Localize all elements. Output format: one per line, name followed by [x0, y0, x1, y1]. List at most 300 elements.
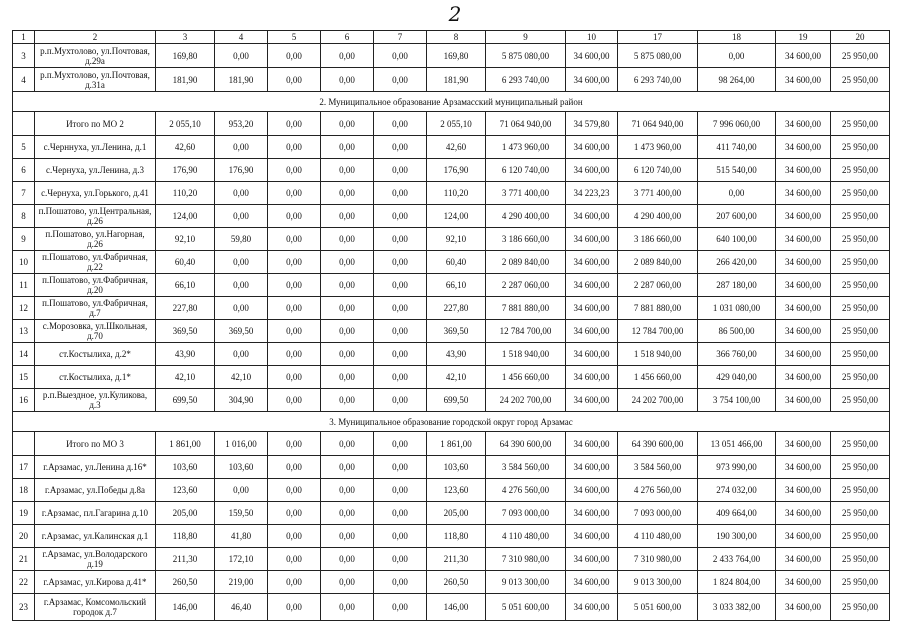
value-cell: 1 031 080,00 — [698, 297, 776, 320]
value-cell: 640 100,00 — [698, 228, 776, 251]
apartment-buildings-table — [12, 30, 890, 621]
value-cell: 124,00 — [156, 205, 215, 228]
value-cell: 60,40 — [156, 251, 215, 274]
value-cell: 266 420,00 — [698, 251, 776, 274]
value-cell: 25 950,00 — [831, 68, 890, 92]
value-cell: 103,60 — [215, 456, 268, 479]
value-cell: 34 600,00 — [776, 343, 831, 366]
value-cell: 66,10 — [156, 274, 215, 297]
value-cell: 181,90 — [156, 68, 215, 92]
value-cell: 43,90 — [156, 343, 215, 366]
address-cell: г.Арзамас, ул.Победы д.8а — [35, 479, 156, 502]
value-cell: 2 287 060,00 — [618, 274, 698, 297]
value-cell: 7 881 880,00 — [486, 297, 566, 320]
value-cell: 0,00 — [268, 112, 321, 136]
table-row — [13, 479, 890, 502]
value-cell: 1 824 804,00 — [698, 571, 776, 594]
value-cell: 9 013 300,00 — [486, 571, 566, 594]
value-cell: 0,00 — [374, 274, 427, 297]
value-cell: 4 290 400,00 — [618, 205, 698, 228]
value-cell: 0,00 — [374, 479, 427, 502]
value-cell: 409 664,00 — [698, 502, 776, 525]
row-number-cell: 6 — [13, 159, 35, 182]
column-number: 1 — [13, 31, 35, 44]
address-cell: с.Чернуха, ул.Горького, д.41 — [35, 182, 156, 205]
value-cell: 34 600,00 — [776, 571, 831, 594]
value-cell: 7 996 060,00 — [698, 112, 776, 136]
column-number: 4 — [215, 31, 268, 44]
row-number-cell: 4 — [13, 68, 35, 92]
value-cell: 366 760,00 — [698, 343, 776, 366]
address-cell: г.Арзамас, ул.Володарского д.19 — [35, 548, 156, 571]
value-cell: 0,00 — [374, 366, 427, 389]
value-cell: 287 180,00 — [698, 274, 776, 297]
value-cell: 34 600,00 — [776, 432, 831, 456]
address-cell: г.Арзамас, пл.Гагарина д.10 — [35, 502, 156, 525]
value-cell: 12 784 700,00 — [486, 320, 566, 343]
value-cell: 25 950,00 — [831, 251, 890, 274]
value-cell: 0,00 — [321, 366, 374, 389]
value-cell: 207 600,00 — [698, 205, 776, 228]
value-cell: 25 950,00 — [831, 320, 890, 343]
value-cell: 34 600,00 — [776, 205, 831, 228]
value-cell: 699,50 — [427, 389, 486, 412]
address-cell: п.Пошатово, ул.Фабричная, д.20 — [35, 274, 156, 297]
address-cell: п.Пошатово, ул.Центральная, д.26 — [35, 205, 156, 228]
value-cell: 973 990,00 — [698, 456, 776, 479]
address-cell: Итого по МО 3 — [35, 432, 156, 456]
address-cell: с.Черннуха, ул.Ленина, д.1 — [35, 136, 156, 159]
value-cell: 0,00 — [374, 343, 427, 366]
row-number-cell: 11 — [13, 274, 35, 297]
row-number-cell: 8 — [13, 205, 35, 228]
value-cell: 0,00 — [374, 68, 427, 92]
value-cell: 1 456 660,00 — [486, 366, 566, 389]
row-number-cell: 10 — [13, 251, 35, 274]
row-number-cell — [13, 432, 35, 456]
value-cell: 5 875 080,00 — [486, 44, 566, 68]
page-number: 2 — [448, 2, 462, 26]
table-row — [13, 182, 890, 205]
value-cell: 103,60 — [156, 456, 215, 479]
value-cell: 103,60 — [427, 456, 486, 479]
value-cell: 34 600,00 — [776, 44, 831, 68]
value-cell: 34 600,00 — [776, 136, 831, 159]
value-cell: 4 290 400,00 — [486, 205, 566, 228]
row-number-cell: 14 — [13, 343, 35, 366]
value-cell: 0,00 — [321, 571, 374, 594]
table-row — [13, 320, 890, 343]
column-number-row — [13, 31, 890, 44]
row-number-cell: 19 — [13, 502, 35, 525]
table-row — [13, 456, 890, 479]
value-cell: 34 600,00 — [566, 205, 618, 228]
value-cell: 1 473 960,00 — [618, 136, 698, 159]
value-cell: 0,00 — [374, 525, 427, 548]
value-cell: 205,00 — [427, 502, 486, 525]
value-cell: 0,00 — [374, 548, 427, 571]
value-cell: 34 600,00 — [566, 432, 618, 456]
address-cell: с.Морозовка, ул.Школьная, д.70 — [35, 320, 156, 343]
value-cell: 34 600,00 — [776, 112, 831, 136]
value-cell: 0,00 — [374, 389, 427, 412]
value-cell: 24 202 700,00 — [486, 389, 566, 412]
value-cell: 42,60 — [156, 136, 215, 159]
value-cell: 25 950,00 — [831, 548, 890, 571]
value-cell: 227,80 — [156, 297, 215, 320]
row-number-cell: 21 — [13, 548, 35, 571]
row-number-cell: 7 — [13, 182, 35, 205]
value-cell: 2 089 840,00 — [486, 251, 566, 274]
column-number: 18 — [698, 31, 776, 44]
value-cell: 34 600,00 — [776, 594, 831, 621]
section-title: 2. Муниципальное образование Арзамасский муниципальный район — [13, 92, 890, 112]
column-number: 17 — [618, 31, 698, 44]
column-number: 20 — [831, 31, 890, 44]
value-cell: 0,00 — [321, 297, 374, 320]
row-number-cell: 12 — [13, 297, 35, 320]
value-cell: 411 740,00 — [698, 136, 776, 159]
value-cell: 34 600,00 — [776, 68, 831, 92]
value-cell: 0,00 — [268, 251, 321, 274]
subtotal-row — [13, 432, 890, 456]
value-cell: 64 390 600,00 — [618, 432, 698, 456]
value-cell: 2 055,10 — [156, 112, 215, 136]
value-cell: 699,50 — [156, 389, 215, 412]
value-cell: 34 600,00 — [776, 274, 831, 297]
value-cell: 0,00 — [268, 159, 321, 182]
value-cell: 0,00 — [268, 68, 321, 92]
value-cell: 25 950,00 — [831, 432, 890, 456]
table-row — [13, 571, 890, 594]
value-cell: 4 110 480,00 — [486, 525, 566, 548]
value-cell: 0,00 — [268, 502, 321, 525]
value-cell: 0,00 — [698, 182, 776, 205]
value-cell: 0,00 — [321, 548, 374, 571]
value-cell: 7 093 000,00 — [618, 502, 698, 525]
value-cell: 0,00 — [268, 228, 321, 251]
value-cell: 0,00 — [698, 44, 776, 68]
value-cell: 0,00 — [321, 159, 374, 182]
value-cell: 25 950,00 — [831, 479, 890, 502]
value-cell: 6 293 740,00 — [486, 68, 566, 92]
value-cell: 146,00 — [156, 594, 215, 621]
value-cell: 34 600,00 — [566, 68, 618, 92]
row-number-cell: 13 — [13, 320, 35, 343]
value-cell: 92,10 — [156, 228, 215, 251]
value-cell: 0,00 — [215, 136, 268, 159]
value-cell: 429 040,00 — [698, 366, 776, 389]
value-cell: 3 186 660,00 — [486, 228, 566, 251]
value-cell: 0,00 — [321, 274, 374, 297]
column-number: 9 — [486, 31, 566, 44]
value-cell: 4 110 480,00 — [618, 525, 698, 548]
value-cell: 515 540,00 — [698, 159, 776, 182]
value-cell: 25 950,00 — [831, 366, 890, 389]
address-cell: ст.Костылиха, д.1* — [35, 366, 156, 389]
value-cell: 34 600,00 — [776, 479, 831, 502]
value-cell: 59,80 — [215, 228, 268, 251]
value-cell: 5 875 080,00 — [618, 44, 698, 68]
value-cell: 25 950,00 — [831, 136, 890, 159]
value-cell: 0,00 — [321, 182, 374, 205]
value-cell: 42,10 — [156, 366, 215, 389]
value-cell: 159,50 — [215, 502, 268, 525]
value-cell: 25 950,00 — [831, 205, 890, 228]
value-cell: 0,00 — [321, 594, 374, 621]
value-cell: 176,90 — [427, 159, 486, 182]
value-cell: 3 033 382,00 — [698, 594, 776, 621]
value-cell: 6 120 740,00 — [486, 159, 566, 182]
value-cell: 34 600,00 — [566, 320, 618, 343]
value-cell: 118,80 — [427, 525, 486, 548]
value-cell: 7 310 980,00 — [618, 548, 698, 571]
value-cell: 42,10 — [215, 366, 268, 389]
value-cell: 0,00 — [268, 320, 321, 343]
value-cell: 0,00 — [321, 251, 374, 274]
value-cell: 7 093 000,00 — [486, 502, 566, 525]
address-cell: Итого по МО 2 — [35, 112, 156, 136]
value-cell: 86 500,00 — [698, 320, 776, 343]
value-cell: 0,00 — [374, 228, 427, 251]
value-cell: 34 600,00 — [776, 159, 831, 182]
value-cell: 98 264,00 — [698, 68, 776, 92]
value-cell: 0,00 — [374, 594, 427, 621]
value-cell: 46,40 — [215, 594, 268, 621]
column-number: 8 — [427, 31, 486, 44]
value-cell: 304,90 — [215, 389, 268, 412]
value-cell: 25 950,00 — [831, 182, 890, 205]
value-cell: 66,10 — [427, 274, 486, 297]
value-cell: 43,90 — [427, 343, 486, 366]
address-cell: п.Пошатово, ул.Нагорная, д.26 — [35, 228, 156, 251]
value-cell: 0,00 — [374, 456, 427, 479]
value-cell: 34 600,00 — [776, 456, 831, 479]
address-cell: п.Пошатово, ул.Фабричная, д.22 — [35, 251, 156, 274]
value-cell: 4 276 560,00 — [618, 479, 698, 502]
value-cell: 260,50 — [156, 571, 215, 594]
value-cell: 0,00 — [374, 112, 427, 136]
value-cell: 2 433 764,00 — [698, 548, 776, 571]
row-number-cell — [13, 112, 35, 136]
value-cell: 0,00 — [321, 320, 374, 343]
table-row — [13, 205, 890, 228]
value-cell: 0,00 — [215, 479, 268, 502]
table-row — [13, 343, 890, 366]
value-cell: 0,00 — [215, 297, 268, 320]
value-cell: 1 473 960,00 — [486, 136, 566, 159]
value-cell: 176,90 — [156, 159, 215, 182]
value-cell: 124,00 — [427, 205, 486, 228]
column-number: 10 — [566, 31, 618, 44]
value-cell: 0,00 — [321, 205, 374, 228]
address-cell: г.Арзамас, ул.Кирова д.41* — [35, 571, 156, 594]
value-cell: 0,00 — [268, 594, 321, 621]
table-row — [13, 44, 890, 68]
value-cell: 1 016,00 — [215, 432, 268, 456]
table-row — [13, 159, 890, 182]
value-cell: 0,00 — [268, 44, 321, 68]
value-cell: 181,90 — [427, 68, 486, 92]
value-cell: 34 600,00 — [566, 297, 618, 320]
value-cell: 34 600,00 — [776, 320, 831, 343]
value-cell: 369,50 — [427, 320, 486, 343]
value-cell: 0,00 — [321, 44, 374, 68]
address-cell: п.Пошатово, ул.Фабричная, д.7 — [35, 297, 156, 320]
value-cell: 13 051 466,00 — [698, 432, 776, 456]
value-cell: 0,00 — [321, 432, 374, 456]
value-cell: 92,10 — [427, 228, 486, 251]
value-cell: 0,00 — [321, 502, 374, 525]
value-cell: 0,00 — [215, 274, 268, 297]
value-cell: 369,50 — [156, 320, 215, 343]
value-cell: 3 584 560,00 — [618, 456, 698, 479]
value-cell: 0,00 — [321, 456, 374, 479]
value-cell: 0,00 — [215, 251, 268, 274]
value-cell: 3 754 100,00 — [698, 389, 776, 412]
value-cell: 118,80 — [156, 525, 215, 548]
table-row — [13, 274, 890, 297]
value-cell: 0,00 — [268, 297, 321, 320]
value-cell: 34 600,00 — [776, 525, 831, 548]
address-cell: р.п.Выездное, ул.Куликова, д.3 — [35, 389, 156, 412]
value-cell: 34 600,00 — [566, 571, 618, 594]
value-cell: 34 600,00 — [566, 389, 618, 412]
value-cell: 953,20 — [215, 112, 268, 136]
value-cell: 0,00 — [374, 44, 427, 68]
value-cell: 25 950,00 — [831, 502, 890, 525]
value-cell: 25 950,00 — [831, 525, 890, 548]
value-cell: 60,40 — [427, 251, 486, 274]
value-cell: 25 950,00 — [831, 297, 890, 320]
value-cell: 0,00 — [268, 136, 321, 159]
table-row — [13, 594, 890, 621]
value-cell: 34 600,00 — [776, 502, 831, 525]
table-row — [13, 251, 890, 274]
row-number-cell: 23 — [13, 594, 35, 621]
value-cell: 3 771 400,00 — [486, 182, 566, 205]
value-cell: 25 950,00 — [831, 112, 890, 136]
value-cell: 0,00 — [374, 297, 427, 320]
value-cell: 0,00 — [321, 343, 374, 366]
row-number-cell: 5 — [13, 136, 35, 159]
value-cell: 34 600,00 — [566, 251, 618, 274]
value-cell: 34 600,00 — [566, 274, 618, 297]
value-cell: 110,20 — [427, 182, 486, 205]
table-row — [13, 228, 890, 251]
value-cell: 34 600,00 — [566, 594, 618, 621]
value-cell: 0,00 — [374, 432, 427, 456]
value-cell: 34 600,00 — [566, 44, 618, 68]
value-cell: 211,30 — [427, 548, 486, 571]
value-cell: 24 202 700,00 — [618, 389, 698, 412]
section-header-row — [13, 412, 890, 432]
value-cell: 176,90 — [215, 159, 268, 182]
value-cell: 42,10 — [427, 366, 486, 389]
value-cell: 260,50 — [427, 571, 486, 594]
value-cell: 71 064 940,00 — [618, 112, 698, 136]
value-cell: 0,00 — [215, 205, 268, 228]
value-cell: 190 300,00 — [698, 525, 776, 548]
value-cell: 0,00 — [268, 525, 321, 548]
value-cell: 0,00 — [374, 320, 427, 343]
value-cell: 0,00 — [321, 112, 374, 136]
row-number-cell: 20 — [13, 525, 35, 548]
value-cell: 1 518 940,00 — [618, 343, 698, 366]
value-cell: 25 950,00 — [831, 594, 890, 621]
row-number-cell: 15 — [13, 366, 35, 389]
value-cell: 146,00 — [427, 594, 486, 621]
value-cell: 2 055,10 — [427, 112, 486, 136]
value-cell: 4 276 560,00 — [486, 479, 566, 502]
value-cell: 0,00 — [374, 251, 427, 274]
value-cell: 0,00 — [374, 159, 427, 182]
value-cell: 34 600,00 — [566, 228, 618, 251]
value-cell: 34 600,00 — [566, 366, 618, 389]
value-cell: 3 186 660,00 — [618, 228, 698, 251]
column-number: 5 — [268, 31, 321, 44]
value-cell: 227,80 — [427, 297, 486, 320]
value-cell: 71 064 940,00 — [486, 112, 566, 136]
value-cell: 274 032,00 — [698, 479, 776, 502]
value-cell: 25 950,00 — [831, 274, 890, 297]
value-cell: 25 950,00 — [831, 44, 890, 68]
value-cell: 34 600,00 — [776, 548, 831, 571]
value-cell: 12 784 700,00 — [618, 320, 698, 343]
value-cell: 34 600,00 — [566, 479, 618, 502]
value-cell: 1 861,00 — [156, 432, 215, 456]
value-cell: 7 881 880,00 — [618, 297, 698, 320]
column-number: 19 — [776, 31, 831, 44]
table-row — [13, 136, 890, 159]
row-number-cell: 16 — [13, 389, 35, 412]
value-cell: 0,00 — [268, 343, 321, 366]
row-number-cell: 17 — [13, 456, 35, 479]
value-cell: 3 771 400,00 — [618, 182, 698, 205]
value-cell: 25 950,00 — [831, 389, 890, 412]
row-number-cell: 18 — [13, 479, 35, 502]
address-cell: с.Чернуха, ул.Ленина, д.3 — [35, 159, 156, 182]
table-row — [13, 389, 890, 412]
value-cell: 172,10 — [215, 548, 268, 571]
value-cell: 0,00 — [215, 343, 268, 366]
table-row — [13, 297, 890, 320]
value-cell: 0,00 — [321, 389, 374, 412]
value-cell: 0,00 — [321, 228, 374, 251]
value-cell: 34 600,00 — [776, 228, 831, 251]
table-row — [13, 502, 890, 525]
value-cell: 6 293 740,00 — [618, 68, 698, 92]
value-cell: 34 600,00 — [776, 297, 831, 320]
value-cell: 25 950,00 — [831, 456, 890, 479]
column-number: 3 — [156, 31, 215, 44]
value-cell: 123,60 — [156, 479, 215, 502]
value-cell: 25 950,00 — [831, 159, 890, 182]
value-cell: 110,20 — [156, 182, 215, 205]
value-cell: 0,00 — [215, 182, 268, 205]
value-cell: 34 600,00 — [776, 389, 831, 412]
value-cell: 0,00 — [268, 548, 321, 571]
column-number: 7 — [374, 31, 427, 44]
subtotal-row — [13, 112, 890, 136]
value-cell: 34 600,00 — [566, 159, 618, 182]
value-cell: 25 950,00 — [831, 228, 890, 251]
value-cell: 6 120 740,00 — [618, 159, 698, 182]
value-cell: 0,00 — [321, 525, 374, 548]
value-cell: 5 051 600,00 — [486, 594, 566, 621]
value-cell: 34 600,00 — [566, 502, 618, 525]
row-number-cell: 9 — [13, 228, 35, 251]
